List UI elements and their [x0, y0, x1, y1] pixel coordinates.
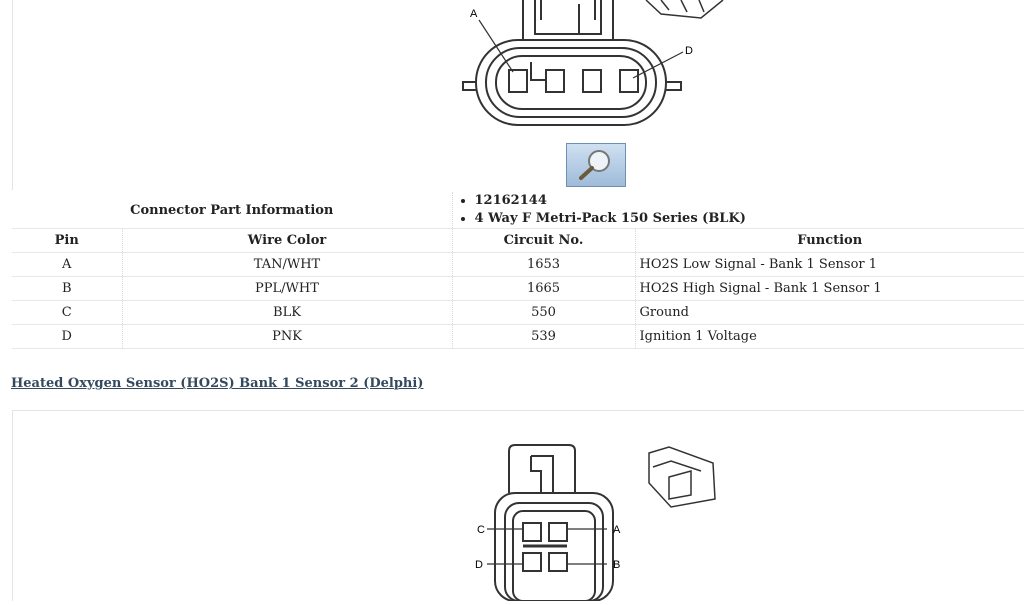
wire-color-cell: BLK [122, 301, 452, 325]
pin-cell: B [12, 277, 122, 301]
zoom-button[interactable] [566, 143, 626, 187]
section-link-ho2s-bank1-sensor2[interactable]: Heated Oxygen Sensor (HO2S) Bank 1 Sensor 2 (Delphi) [11, 376, 424, 391]
part-number: • 12162144 [475, 192, 1021, 210]
connector-table [12, 192, 1024, 349]
label-a: A [613, 524, 621, 536]
circuit-cell: 1653 [452, 253, 635, 277]
circuit-cell: 550 [452, 301, 635, 325]
circuit-cell: 1665 [452, 277, 635, 301]
label-b: B [613, 559, 621, 571]
top-connector-diagram [13, 0, 1024, 190]
table-row [12, 277, 1024, 301]
table-row [12, 325, 1024, 349]
label-d: D [475, 559, 483, 571]
header-pin: Pin [12, 229, 122, 253]
label-d: D [685, 45, 693, 57]
connector-info-label: Connector Part Information [12, 192, 452, 229]
header-function: Function [635, 229, 1024, 253]
circuit-cell: 539 [452, 325, 635, 349]
function-cell: Ignition 1 Voltage [635, 325, 1024, 349]
header-wire-color: Wire Color [122, 229, 452, 253]
pin-cell: A [12, 253, 122, 277]
bottom-connector-diagram [13, 411, 1024, 601]
wire-color-cell: TAN/WHT [122, 253, 452, 277]
pin-cell: C [12, 301, 122, 325]
label-c: C [477, 524, 485, 536]
table-row [12, 253, 1024, 277]
wire-color-cell: PNK [122, 325, 452, 349]
bottom-diagram-panel [12, 410, 1024, 601]
top-diagram-panel [12, 0, 1024, 190]
header-circuit: Circuit No. [452, 229, 635, 253]
table-header-row [12, 229, 1024, 253]
function-cell: HO2S Low Signal - Bank 1 Sensor 1 [635, 253, 1024, 277]
connector-info-row [12, 192, 1024, 229]
pin-cell: D [12, 325, 122, 349]
wire-color-cell: PPL/WHT [122, 277, 452, 301]
connector-info-list [457, 192, 1021, 228]
part-description: • 4 Way F Metri-Pack 150 Series (BLK) [475, 210, 1021, 228]
function-cell: Ground [635, 301, 1024, 325]
magnifier-icon [567, 144, 625, 186]
table-row [12, 301, 1024, 325]
connector-info-cell [452, 192, 1024, 229]
function-cell: HO2S High Signal - Bank 1 Sensor 1 [635, 277, 1024, 301]
label-a: A [470, 8, 478, 20]
